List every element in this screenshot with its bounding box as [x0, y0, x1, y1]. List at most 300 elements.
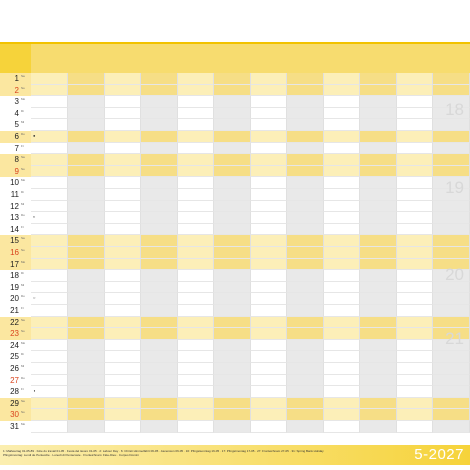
- planner-cell[interactable]: [360, 270, 397, 282]
- planner-cell[interactable]: [31, 85, 68, 97]
- planner-cell[interactable]: [31, 131, 68, 143]
- planner-cell[interactable]: [360, 386, 397, 398]
- planner-cell[interactable]: [178, 166, 214, 178]
- planner-cell[interactable]: [178, 235, 214, 247]
- planner-cell[interactable]: [397, 317, 433, 329]
- planner-cell[interactable]: [251, 143, 287, 155]
- planner-cell[interactable]: [433, 154, 470, 166]
- planner-cell[interactable]: [397, 177, 433, 189]
- planner-cell[interactable]: [31, 305, 68, 317]
- planner-cell[interactable]: [31, 189, 68, 201]
- planner-cell[interactable]: [141, 108, 178, 120]
- planner-cell[interactable]: [324, 421, 360, 433]
- planner-cell[interactable]: [214, 247, 251, 259]
- planner-cell[interactable]: [324, 317, 360, 329]
- planner-cell[interactable]: [68, 189, 105, 201]
- planner-cell[interactable]: [287, 317, 324, 329]
- planner-cell[interactable]: [433, 363, 470, 375]
- planner-cell[interactable]: [31, 340, 68, 352]
- planner-cell[interactable]: [433, 317, 470, 329]
- planner-cell[interactable]: [251, 386, 287, 398]
- planner-cell[interactable]: [178, 108, 214, 120]
- planner-cell[interactable]: [251, 340, 287, 352]
- planner-cell[interactable]: [433, 305, 470, 317]
- planner-cell[interactable]: [68, 293, 105, 305]
- planner-cell[interactable]: [68, 177, 105, 189]
- planner-cell[interactable]: [433, 375, 470, 387]
- planner-cell[interactable]: [251, 73, 287, 85]
- planner-cell[interactable]: [178, 247, 214, 259]
- planner-cell[interactable]: [141, 270, 178, 282]
- planner-cell[interactable]: [141, 212, 178, 224]
- planner-cell[interactable]: [178, 305, 214, 317]
- planner-cell[interactable]: [31, 166, 68, 178]
- planner-cell[interactable]: [360, 224, 397, 236]
- planner-cell[interactable]: [360, 73, 397, 85]
- planner-cell[interactable]: [360, 96, 397, 108]
- planner-cell[interactable]: [287, 177, 324, 189]
- planner-cell[interactable]: [31, 351, 68, 363]
- planner-cell[interactable]: [141, 398, 178, 410]
- planner-cell[interactable]: [324, 247, 360, 259]
- planner-cell[interactable]: [324, 131, 360, 143]
- planner-cell[interactable]: [141, 73, 178, 85]
- planner-cell[interactable]: [324, 398, 360, 410]
- planner-cell[interactable]: [251, 177, 287, 189]
- planner-cell[interactable]: [178, 328, 214, 340]
- planner-cell[interactable]: [105, 328, 141, 340]
- planner-cell[interactable]: [324, 363, 360, 375]
- planner-cell[interactable]: [214, 386, 251, 398]
- planner-cell[interactable]: [397, 96, 433, 108]
- planner-cell[interactable]: [105, 317, 141, 329]
- planner-cell[interactable]: [251, 131, 287, 143]
- planner-cell[interactable]: [214, 224, 251, 236]
- planner-cell[interactable]: [178, 351, 214, 363]
- planner-cell[interactable]: [324, 177, 360, 189]
- planner-cell[interactable]: [214, 328, 251, 340]
- planner-cell[interactable]: [360, 235, 397, 247]
- planner-cell[interactable]: [397, 154, 433, 166]
- planner-cell[interactable]: [31, 282, 68, 294]
- planner-cell[interactable]: [178, 177, 214, 189]
- planner-cell[interactable]: [178, 375, 214, 387]
- planner-cell[interactable]: [68, 340, 105, 352]
- planner-cell[interactable]: [214, 270, 251, 282]
- planner-cell[interactable]: [360, 328, 397, 340]
- planner-cell[interactable]: [324, 386, 360, 398]
- planner-cell[interactable]: [360, 398, 397, 410]
- planner-cell[interactable]: [214, 166, 251, 178]
- planner-cell[interactable]: [141, 119, 178, 131]
- planner-cell[interactable]: [178, 293, 214, 305]
- planner-cell[interactable]: [360, 166, 397, 178]
- planner-cell[interactable]: [433, 398, 470, 410]
- planner-cell[interactable]: [68, 235, 105, 247]
- planner-cell[interactable]: [433, 421, 470, 433]
- planner-cell[interactable]: [68, 375, 105, 387]
- planner-cell[interactable]: [433, 166, 470, 178]
- planner-cell[interactable]: [251, 154, 287, 166]
- planner-cell[interactable]: [287, 108, 324, 120]
- planner-cell[interactable]: [397, 212, 433, 224]
- planner-cell[interactable]: [433, 351, 470, 363]
- planner-cell[interactable]: [287, 409, 324, 421]
- planner-cell[interactable]: [141, 421, 178, 433]
- planner-cell[interactable]: [214, 73, 251, 85]
- planner-cell[interactable]: [251, 282, 287, 294]
- planner-cell[interactable]: [141, 247, 178, 259]
- planner-cell[interactable]: [31, 224, 68, 236]
- planner-cell[interactable]: [178, 259, 214, 271]
- planner-cell[interactable]: [287, 85, 324, 97]
- planner-cell[interactable]: [251, 224, 287, 236]
- planner-cell[interactable]: [105, 340, 141, 352]
- planner-cell[interactable]: [141, 375, 178, 387]
- planner-cell[interactable]: [287, 363, 324, 375]
- planner-cell[interactable]: [105, 305, 141, 317]
- planner-cell[interactable]: [251, 259, 287, 271]
- planner-cell[interactable]: [141, 154, 178, 166]
- planner-cell[interactable]: [105, 351, 141, 363]
- planner-cell[interactable]: [433, 247, 470, 259]
- planner-cell[interactable]: [68, 73, 105, 85]
- planner-cell[interactable]: [141, 409, 178, 421]
- planner-cell[interactable]: [397, 293, 433, 305]
- planner-cell[interactable]: [31, 421, 68, 433]
- planner-cell[interactable]: [141, 317, 178, 329]
- planner-cell[interactable]: [105, 73, 141, 85]
- planner-cell[interactable]: [397, 235, 433, 247]
- planner-cell[interactable]: [178, 73, 214, 85]
- planner-cell[interactable]: [433, 143, 470, 155]
- planner-cell[interactable]: [360, 212, 397, 224]
- planner-cell[interactable]: [178, 282, 214, 294]
- planner-cell[interactable]: [287, 351, 324, 363]
- planner-cell[interactable]: [68, 212, 105, 224]
- planner-cell[interactable]: [214, 235, 251, 247]
- planner-cell[interactable]: [31, 398, 68, 410]
- planner-cell[interactable]: [324, 108, 360, 120]
- planner-cell[interactable]: [141, 328, 178, 340]
- planner-cell[interactable]: [68, 421, 105, 433]
- planner-cell[interactable]: [141, 131, 178, 143]
- planner-cell[interactable]: [360, 154, 397, 166]
- planner-cell[interactable]: [251, 96, 287, 108]
- planner-cell[interactable]: [105, 96, 141, 108]
- planner-cell[interactable]: [397, 328, 433, 340]
- planner-cell[interactable]: [287, 235, 324, 247]
- planner-cell[interactable]: [287, 189, 324, 201]
- planner-cell[interactable]: [141, 224, 178, 236]
- planner-cell[interactable]: [360, 85, 397, 97]
- planner-cell[interactable]: [360, 247, 397, 259]
- planner-cell[interactable]: [397, 282, 433, 294]
- planner-cell[interactable]: [287, 119, 324, 131]
- planner-cell[interactable]: [360, 131, 397, 143]
- planner-cell[interactable]: [324, 154, 360, 166]
- planner-cell[interactable]: [324, 340, 360, 352]
- planner-cell[interactable]: [105, 177, 141, 189]
- planner-cell[interactable]: [251, 119, 287, 131]
- planner-cell[interactable]: [141, 386, 178, 398]
- planner-cell[interactable]: [105, 363, 141, 375]
- planner-cell[interactable]: [178, 212, 214, 224]
- planner-cell[interactable]: [105, 108, 141, 120]
- planner-cell[interactable]: [324, 375, 360, 387]
- planner-cell[interactable]: [31, 363, 68, 375]
- planner-cell[interactable]: [397, 386, 433, 398]
- planner-cell[interactable]: [397, 421, 433, 433]
- planner-cell[interactable]: [105, 154, 141, 166]
- planner-cell[interactable]: [360, 351, 397, 363]
- planner-cell[interactable]: [397, 201, 433, 213]
- planner-cell[interactable]: [214, 143, 251, 155]
- planner-cell[interactable]: [141, 363, 178, 375]
- planner-cell[interactable]: [360, 201, 397, 213]
- planner-cell[interactable]: [31, 177, 68, 189]
- planner-cell[interactable]: [287, 398, 324, 410]
- planner-cell[interactable]: [287, 247, 324, 259]
- planner-cell[interactable]: [105, 166, 141, 178]
- planner-cell[interactable]: [360, 177, 397, 189]
- planner-cell[interactable]: [105, 247, 141, 259]
- planner-cell[interactable]: [287, 96, 324, 108]
- planner-cell[interactable]: [214, 340, 251, 352]
- planner-cell[interactable]: [31, 317, 68, 329]
- planner-cell[interactable]: [324, 270, 360, 282]
- planner-cell[interactable]: [141, 166, 178, 178]
- planner-cell[interactable]: [397, 108, 433, 120]
- planner-cell[interactable]: [251, 421, 287, 433]
- planner-cell[interactable]: [360, 421, 397, 433]
- planner-cell[interactable]: [251, 235, 287, 247]
- planner-cell[interactable]: [31, 143, 68, 155]
- planner-cell[interactable]: [360, 108, 397, 120]
- planner-cell[interactable]: [105, 143, 141, 155]
- planner-cell[interactable]: [287, 386, 324, 398]
- planner-cell[interactable]: [68, 386, 105, 398]
- planner-cell[interactable]: [31, 154, 68, 166]
- planner-cell[interactable]: [68, 259, 105, 271]
- planner-cell[interactable]: [214, 282, 251, 294]
- planner-cell[interactable]: [433, 235, 470, 247]
- planner-cell[interactable]: [397, 143, 433, 155]
- planner-cell[interactable]: [105, 119, 141, 131]
- planner-cell[interactable]: [68, 247, 105, 259]
- planner-cell[interactable]: [68, 166, 105, 178]
- planner-cell[interactable]: [141, 351, 178, 363]
- planner-cell[interactable]: [141, 96, 178, 108]
- planner-cell[interactable]: [105, 131, 141, 143]
- planner-cell[interactable]: [178, 131, 214, 143]
- planner-cell[interactable]: [397, 363, 433, 375]
- planner-cell[interactable]: [214, 131, 251, 143]
- planner-cell[interactable]: [178, 154, 214, 166]
- planner-cell[interactable]: [68, 270, 105, 282]
- planner-cell[interactable]: [68, 363, 105, 375]
- planner-cell[interactable]: [214, 119, 251, 131]
- planner-cell[interactable]: [433, 409, 470, 421]
- planner-cell[interactable]: [214, 177, 251, 189]
- planner-cell[interactable]: [105, 375, 141, 387]
- planner-cell[interactable]: [105, 282, 141, 294]
- planner-cell[interactable]: [397, 259, 433, 271]
- planner-cell[interactable]: [214, 421, 251, 433]
- planner-cell[interactable]: [324, 201, 360, 213]
- planner-cell[interactable]: [31, 235, 68, 247]
- planner-cell[interactable]: [251, 212, 287, 224]
- planner-cell[interactable]: [214, 201, 251, 213]
- planner-cell[interactable]: [324, 119, 360, 131]
- planner-cell[interactable]: [178, 363, 214, 375]
- planner-cell[interactable]: [360, 143, 397, 155]
- planner-cell[interactable]: [141, 282, 178, 294]
- planner-cell[interactable]: [214, 375, 251, 387]
- planner-cell[interactable]: [324, 235, 360, 247]
- planner-cell[interactable]: [287, 143, 324, 155]
- planner-cell[interactable]: [287, 259, 324, 271]
- planner-cell[interactable]: [214, 85, 251, 97]
- planner-cell[interactable]: [105, 224, 141, 236]
- planner-cell[interactable]: [141, 85, 178, 97]
- planner-cell[interactable]: [251, 270, 287, 282]
- planner-cell[interactable]: [433, 131, 470, 143]
- planner-cell[interactable]: [105, 85, 141, 97]
- planner-cell[interactable]: [324, 293, 360, 305]
- planner-cell[interactable]: [178, 96, 214, 108]
- planner-cell[interactable]: [251, 293, 287, 305]
- planner-cell[interactable]: [214, 154, 251, 166]
- planner-cell[interactable]: [324, 409, 360, 421]
- planner-cell[interactable]: [68, 143, 105, 155]
- planner-cell[interactable]: [433, 224, 470, 236]
- planner-cell[interactable]: [251, 305, 287, 317]
- planner-cell[interactable]: [287, 212, 324, 224]
- planner-cell[interactable]: [287, 73, 324, 85]
- planner-cell[interactable]: [68, 224, 105, 236]
- planner-cell[interactable]: [68, 131, 105, 143]
- planner-cell[interactable]: [178, 224, 214, 236]
- planner-cell[interactable]: [68, 96, 105, 108]
- planner-cell[interactable]: [287, 340, 324, 352]
- planner-cell[interactable]: [31, 386, 68, 398]
- planner-cell[interactable]: [178, 398, 214, 410]
- planner-cell[interactable]: [324, 212, 360, 224]
- planner-cell[interactable]: [31, 409, 68, 421]
- planner-cell[interactable]: [105, 421, 141, 433]
- planner-cell[interactable]: [141, 235, 178, 247]
- planner-cell[interactable]: [397, 398, 433, 410]
- planner-cell[interactable]: [68, 119, 105, 131]
- planner-cell[interactable]: [68, 201, 105, 213]
- planner-cell[interactable]: [360, 305, 397, 317]
- planner-cell[interactable]: [141, 201, 178, 213]
- planner-cell[interactable]: [251, 166, 287, 178]
- planner-cell[interactable]: [31, 247, 68, 259]
- planner-cell[interactable]: [105, 235, 141, 247]
- planner-cell[interactable]: [31, 96, 68, 108]
- planner-cell[interactable]: [31, 73, 68, 85]
- planner-cell[interactable]: [360, 189, 397, 201]
- planner-cell[interactable]: [251, 201, 287, 213]
- planner-cell[interactable]: [68, 108, 105, 120]
- planner-cell[interactable]: [251, 398, 287, 410]
- planner-cell[interactable]: [287, 282, 324, 294]
- planner-cell[interactable]: [141, 143, 178, 155]
- planner-cell[interactable]: [324, 351, 360, 363]
- planner-cell[interactable]: [178, 85, 214, 97]
- planner-cell[interactable]: [31, 212, 68, 224]
- planner-cell[interactable]: [214, 305, 251, 317]
- planner-cell[interactable]: [287, 421, 324, 433]
- planner-cell[interactable]: [397, 73, 433, 85]
- planner-cell[interactable]: [105, 189, 141, 201]
- planner-cell[interactable]: [360, 119, 397, 131]
- planner-cell[interactable]: [214, 351, 251, 363]
- planner-cell[interactable]: [433, 119, 470, 131]
- planner-cell[interactable]: [324, 282, 360, 294]
- planner-cell[interactable]: [287, 166, 324, 178]
- planner-cell[interactable]: [214, 398, 251, 410]
- planner-cell[interactable]: [397, 85, 433, 97]
- planner-cell[interactable]: [141, 340, 178, 352]
- planner-cell[interactable]: [324, 259, 360, 271]
- planner-cell[interactable]: [287, 305, 324, 317]
- planner-cell[interactable]: [433, 201, 470, 213]
- planner-cell[interactable]: [178, 409, 214, 421]
- planner-cell[interactable]: [31, 293, 68, 305]
- planner-cell[interactable]: [251, 328, 287, 340]
- planner-cell[interactable]: [397, 247, 433, 259]
- planner-cell[interactable]: [287, 293, 324, 305]
- planner-cell[interactable]: [68, 317, 105, 329]
- planner-cell[interactable]: [397, 409, 433, 421]
- planner-cell[interactable]: [105, 270, 141, 282]
- planner-cell[interactable]: [31, 328, 68, 340]
- planner-cell[interactable]: [31, 119, 68, 131]
- planner-cell[interactable]: [68, 85, 105, 97]
- planner-cell[interactable]: [360, 340, 397, 352]
- planner-cell[interactable]: [287, 375, 324, 387]
- planner-cell[interactable]: [31, 108, 68, 120]
- planner-cell[interactable]: [433, 73, 470, 85]
- planner-cell[interactable]: [251, 351, 287, 363]
- planner-cell[interactable]: [178, 317, 214, 329]
- planner-cell[interactable]: [397, 119, 433, 131]
- planner-cell[interactable]: [324, 189, 360, 201]
- planner-cell[interactable]: [68, 282, 105, 294]
- planner-cell[interactable]: [214, 96, 251, 108]
- planner-cell[interactable]: [178, 340, 214, 352]
- planner-cell[interactable]: [68, 154, 105, 166]
- planner-cell[interactable]: [31, 375, 68, 387]
- planner-cell[interactable]: [105, 212, 141, 224]
- planner-cell[interactable]: [360, 409, 397, 421]
- planner-cell[interactable]: [287, 201, 324, 213]
- planner-cell[interactable]: [105, 201, 141, 213]
- planner-cell[interactable]: [178, 270, 214, 282]
- planner-cell[interactable]: [287, 328, 324, 340]
- planner-cell[interactable]: [433, 293, 470, 305]
- planner-cell[interactable]: [251, 317, 287, 329]
- planner-cell[interactable]: [141, 293, 178, 305]
- planner-cell[interactable]: [324, 85, 360, 97]
- planner-cell[interactable]: [251, 85, 287, 97]
- planner-cell[interactable]: [31, 201, 68, 213]
- planner-cell[interactable]: [251, 247, 287, 259]
- planner-cell[interactable]: [251, 189, 287, 201]
